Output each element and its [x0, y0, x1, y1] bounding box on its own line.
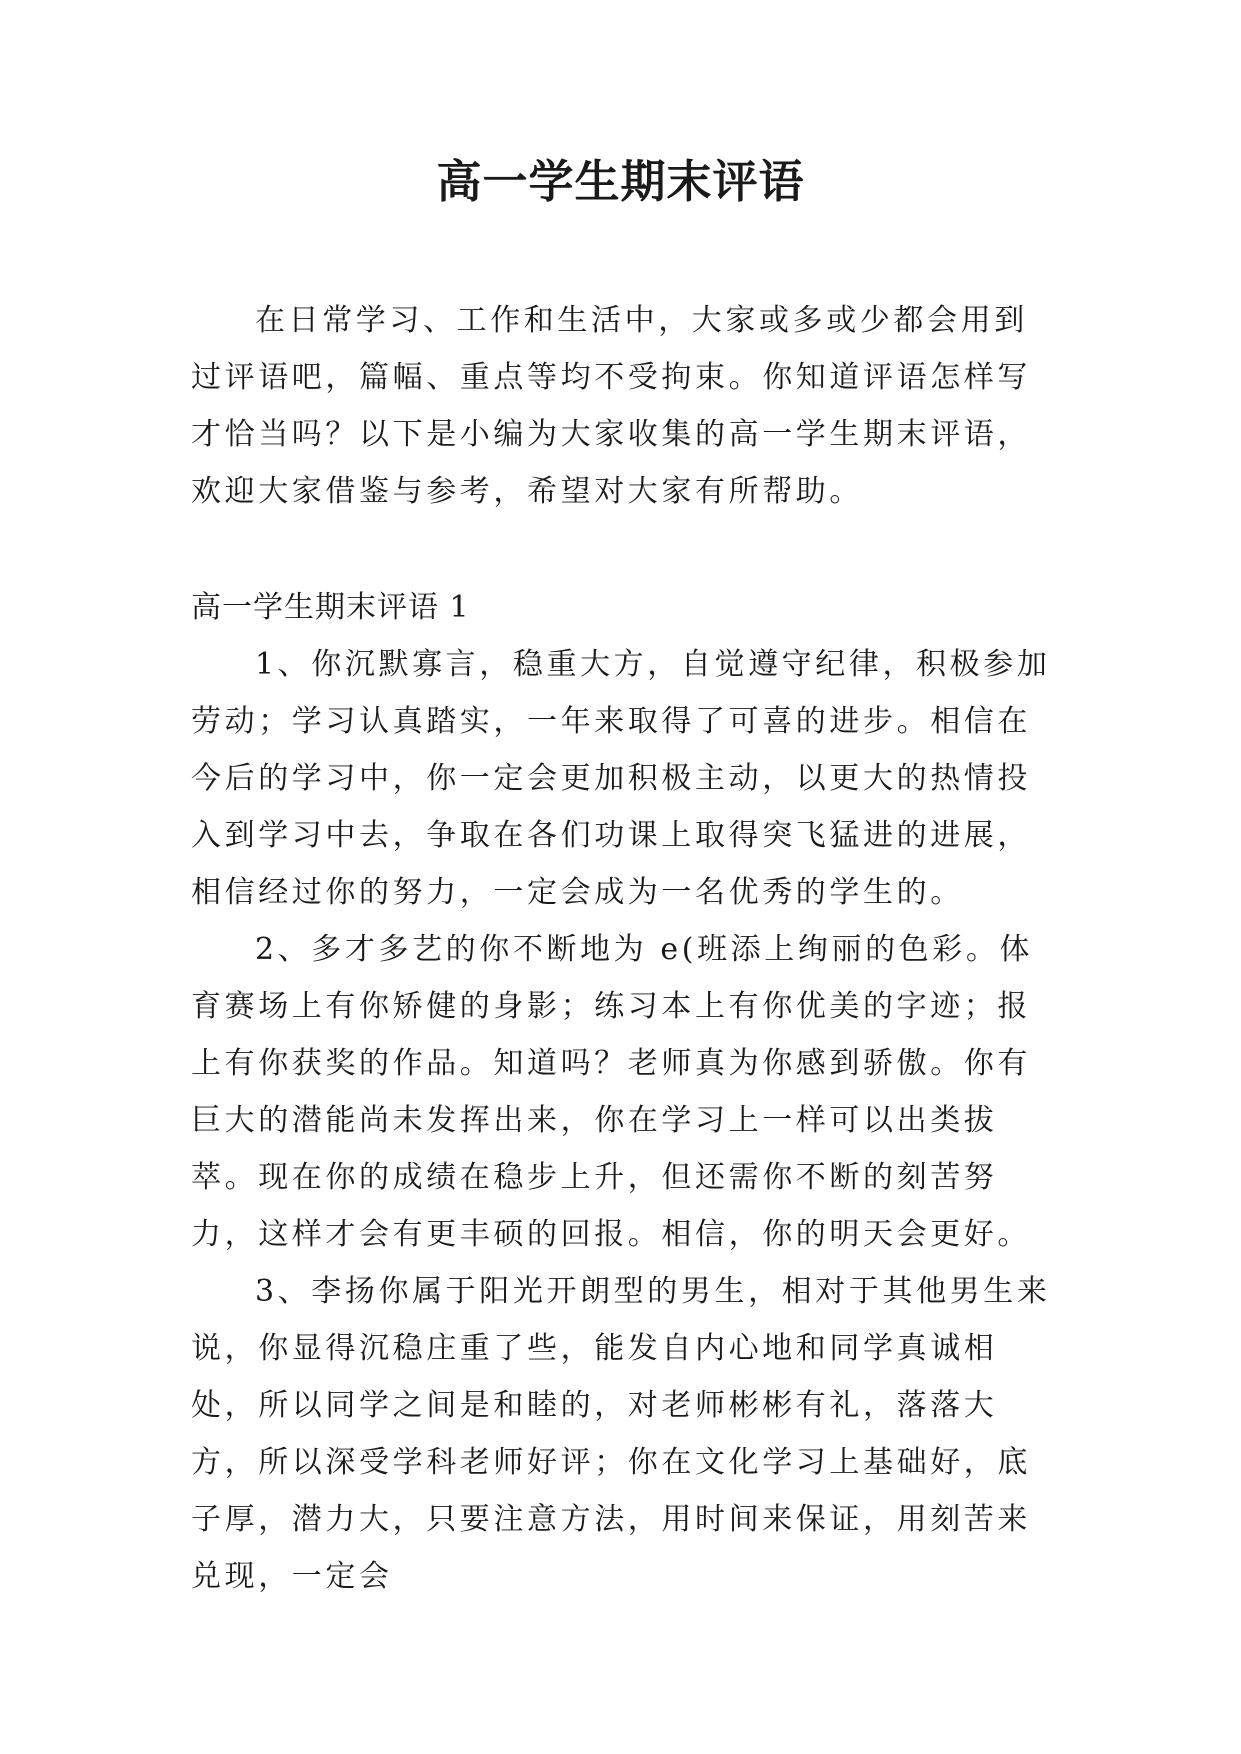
comment-item-3: 3、李扬你属于阳光开朗型的男生，相对于其他男生来说，你显得沉稳庄重了些，能发自内心地和同学真诚相处，所以同学之间是和睦的，对老师彬彬有礼，落落大方，所以深受学科老师好评；你在文化学习上基础好，底子厚，潜力大，只要注意方法，用时间来保证，用刻苦来兑现，一定会: [191, 1274, 1051, 1594]
document-title: 高一学生期末评语: [436, 155, 805, 208]
comment-item-2: 2、多才多艺的你不断地为 e(班添上绚丽的色彩。体育赛场上有你矫健的身影；练习本上有你优美的字迹；报上有你获奖的作品。知道吗？老师真为你感到骄傲。你有巨大的潜能尚未发挥出来，你在学习上一样可以出类拔萃。现在你的成绩在稳步上升，但还需你不断的刻苦努力，这样才会有更丰硕的回报。相信，你的明天会更好。: [191, 932, 1034, 1252]
intro-paragraph: 在日常学习、工作和生活中，大家或多或少都会用到过评语吧，篇幅、重点等均不受拘束。你知道评语怎样写才恰当吗？以下是小编为大家收集的高一学生期末评语，欢迎大家借鉴与参考，希望对大家有所帮助。: [191, 303, 1031, 509]
comment-list: [191, 636, 1061, 1605]
comment-item-1: 1、你沉默寡言，稳重大方，自觉遵守纪律，积极参加劳动；学习认真踏实，一年来取得了可喜的进步。相信在今后的学习中，你一定会更加积极主动，以更大的热情投入到学习中去，争取在各们功课上取得突飞猛进的进展，相信经过你的努力，一定会成为一名优秀的学生的。: [191, 647, 1051, 910]
intro-section: [191, 292, 1061, 520]
section-heading: 高一学生期末评语 1: [191, 590, 470, 625]
